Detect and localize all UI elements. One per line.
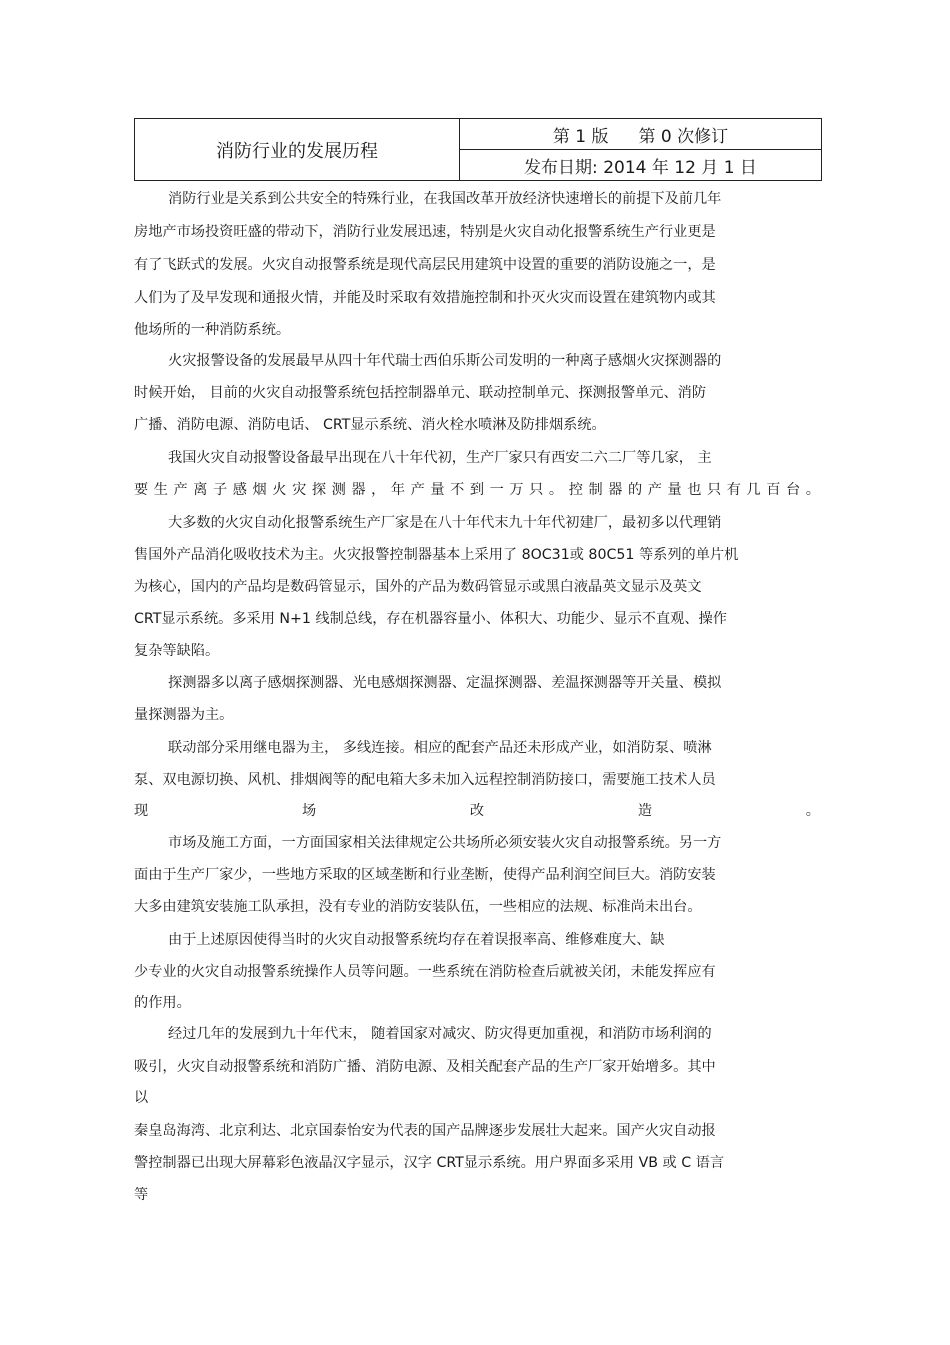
text-line (134, 801, 820, 821)
text-line: CRT显示系统。多采用 N+1 线制总线，存在机器容量小、体积大、功能少、显示不直观、操作 (134, 611, 727, 627)
text-line: 时候开始， 目前的火灾自动报警系统包括控制器单元、联动控制单元、探测报警单元、消防 (134, 385, 707, 401)
text-line: 为核心，国内的产品均是数码管显示，国外的产品为数码管显示或黑白液晶英文显示及英文 (134, 579, 702, 595)
text-char: 场 (301, 803, 317, 819)
text-line: 要生产离子感烟火灾探测器，年产量不到一万只。控制器的产量也只有几百台。 (134, 482, 820, 498)
text-line: 等 (134, 1187, 149, 1203)
text-char: 造 (637, 803, 653, 819)
header-meta (460, 119, 821, 180)
text-line: 广播、消防电源、消防电话、 CRT显示系统、消火栓水喷淋及防排烟系统。 (134, 417, 606, 433)
text-line: 大多数的火灾自动化报警系统生产厂家是在八十年代末九十年代初建厂，最初多以代理销 (168, 515, 722, 531)
text-line: 房地产市场投资旺盛的带动下，消防行业发展迅速，特别是火灾自动化报警系统生产行业更是 (134, 224, 716, 240)
revision-label: 第 0 次修订 (638, 126, 729, 147)
text-line: 警控制器已出现大屏幕彩色液晶汉字显示，汉字 CRT显示系统。用户界面多采用 VB 或 C 语言 (134, 1155, 725, 1171)
text-char: 。 (805, 803, 820, 819)
text-line: 吸引，火灾自动报警系统和消防广播、消防电源、及相关配套产品的生产厂家开始增多。其中 (134, 1059, 716, 1075)
text-line: 售国外产品消化吸收技术为主。火灾报警控制器基本上采用了 8OC31或 80C51 等系列的单片机 (134, 547, 739, 563)
text-char: 现 (134, 803, 149, 819)
text-line: 探测器多以离子感烟探测器、光电感烟探测器、定温探测器、差温探测器等开关量、模拟 (168, 675, 722, 691)
text-line: 量探测器为主。 (134, 707, 234, 723)
publish-date: 发布日期: 2014 年 12 月 1 日 (524, 157, 757, 178)
text-line: 大多由建筑安装施工队承担，没有专业的消防安装队伍，一些相应的法规、标准尚未出台。 (134, 899, 702, 915)
text-line: 由于上述原因使得当时的火灾自动报警系统均存在着误报率高、维修难度大、缺 (168, 932, 665, 948)
text-line: 有了飞跃式的发展。火灾自动报警系统是现代高层民用建筑中设置的重要的消防设施之一，是 (134, 257, 716, 273)
text-line: 少专业的火灾自动报警系统操作人员等问题。一些系统在消防检查后就被关闭，未能发挥应有 (134, 964, 716, 980)
text-line: 秦皇岛海湾、北京利达、北京国泰怡安为代表的国产品牌逐步发展壮大起来。国产火灾自动报 (134, 1123, 716, 1139)
text-line: 火灾报警设备的发展最早从四十年代瑞士西伯乐斯公司发明的一种离子感烟火灾探测器的 (168, 353, 722, 369)
text-line: 以 (134, 1090, 149, 1106)
text-line: 经过几年的发展到九十年代末， 随着国家对减灾、防灾得更加重视，和消防市场利润的 (168, 1026, 712, 1042)
version-row (460, 119, 821, 150)
text-line: 泵、双电源切换、风机、排烟阀等的配电箱大多未加入远程控制消防接口，需要施工技术人员 (134, 772, 716, 788)
text-line: 市场及施工方面，一方面国家相关法律规定公共场所必须安装火灾自动报警系统。另一方 (168, 835, 722, 851)
version-label: 第 1 版 (552, 126, 609, 147)
text-line: 他场所的一种消防系统。 (134, 322, 291, 338)
text-line: 消防行业是关系到公共安全的特殊行业，在我国改革开放经济快速增长的前提下及前几年 (168, 191, 722, 207)
text-char: 改 (469, 803, 485, 819)
document-header-table (134, 118, 822, 181)
text-line: 的作用。 (134, 995, 191, 1011)
text-line: 我国火灾自动报警设备最早出现在八十年代初，生产厂家只有西安二六二厂等几家， 主 (168, 450, 712, 466)
text-line: 面由于生产厂家少，一些地方采取的区域垄断和行业垄断，使得产品利润空间巨大。消防安装 (134, 867, 716, 883)
document-title: 消防行业的发展历程 (135, 119, 460, 180)
text-line: 人们为了及早发现和通报火情，并能及时采取有效措施控制和扑灭火灾而设置在建筑物内或其 (134, 290, 716, 306)
text-line: 联动部分采用继电器为主， 多线连接。相应的配套产品还未形成产业，如消防泵、喷淋 (168, 740, 712, 756)
text-line: 复杂等缺陷。 (134, 643, 220, 659)
